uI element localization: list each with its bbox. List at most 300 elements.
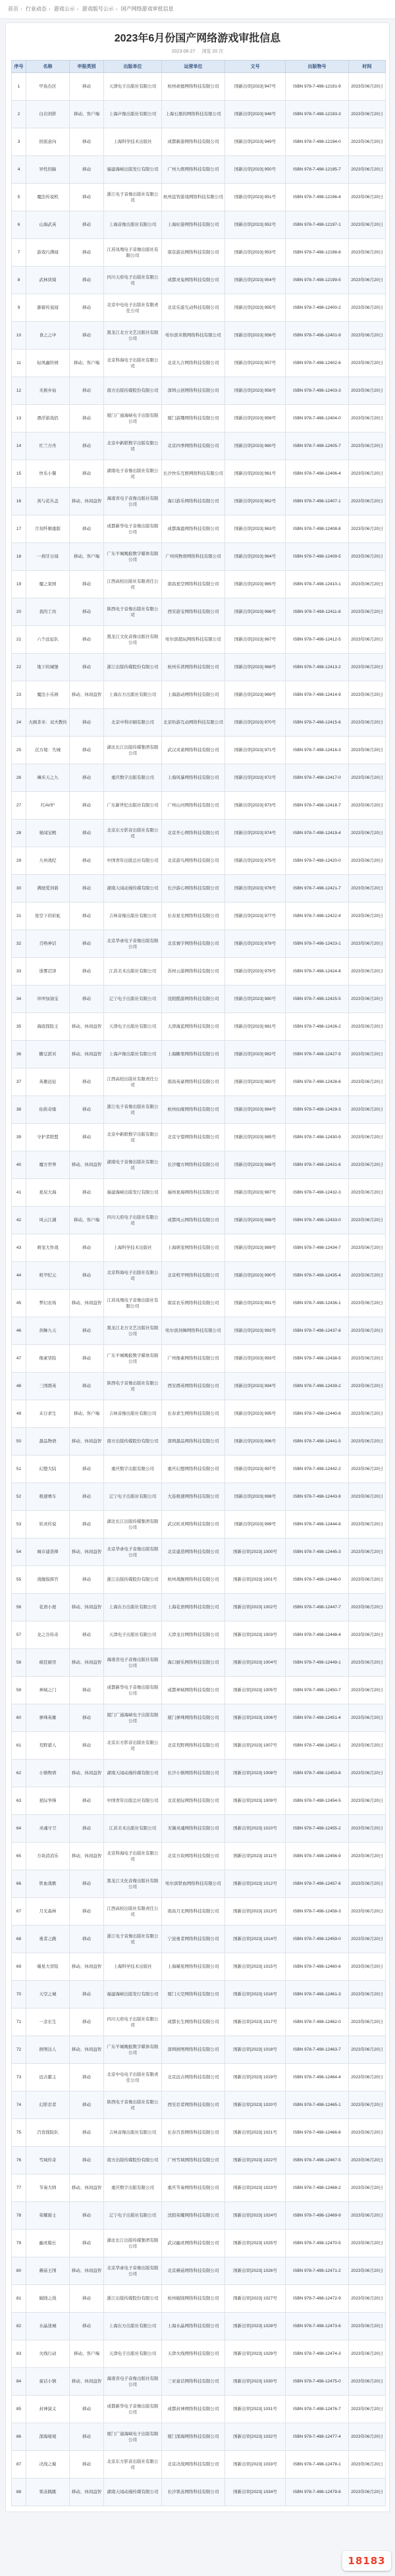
- cell-game-name: 一刹牙日闻: [26, 543, 70, 571]
- cell-isbn: ISBN 978-7-498-12193-3: [286, 101, 349, 128]
- cell-publisher: 广东羊城晚报数字媒体有限公司: [104, 1345, 162, 1373]
- table-body: [12, 73, 386, 2506]
- cell-operator: 成都海盈网络科技有限公司: [162, 515, 225, 543]
- cell-approval-number: 国新出审[2023] 992号: [225, 1317, 286, 1345]
- cell-date: 2023年06月20日: [349, 1068, 386, 1096]
- cell-publisher: 四川天府电子出版社有限公司: [104, 1207, 162, 1234]
- cell-category: 移动: [70, 1732, 104, 1760]
- cell-operator: 广州山河网络科技有限公司: [162, 792, 225, 820]
- cell-operator: 天津海蓝网络科技有限公司: [162, 1013, 225, 1041]
- cell-date: 2023年06月20日: [349, 737, 386, 764]
- cell-operator: 海口游乐网络科技有限公司: [162, 488, 225, 515]
- cell-publisher: 北京华录电子音像出版有限公司: [104, 1538, 162, 1566]
- cell-publisher: 广东新世纪出版社有限公司: [104, 792, 162, 820]
- cell-approval-number: 国新出审[2023] 1017号: [225, 2009, 286, 2036]
- cell-category: 移动: [70, 515, 104, 543]
- cell-index: 80: [12, 2257, 26, 2285]
- cell-approval-number: 国新出审[2023] 1004号: [225, 1649, 286, 1677]
- cell-isbn: ISBN 978-7-498-12445-3: [286, 1538, 349, 1566]
- cell-publisher: 黑龙江北方文艺出版社有限公司: [104, 322, 162, 350]
- cell-publisher: 天津电子出版社有限公司: [104, 1013, 162, 1041]
- cell-operator: 哈尔滨米数网络科技有限公司: [162, 322, 225, 350]
- cell-isbn: ISBN 978-7-498-12196-4: [286, 184, 349, 211]
- cell-publisher: 陕西电子音像出版社有限公司: [104, 1373, 162, 1400]
- cell-game-name: 水晶迷城: [26, 2313, 70, 2340]
- cell-index: 6: [12, 211, 26, 239]
- cell-operator: 成都新游网络科技有限公司: [162, 128, 225, 156]
- breadcrumb-home[interactable]: 首页: [8, 6, 18, 12]
- cell-publisher: 上海东方出版社有限公司: [104, 1594, 162, 1621]
- site-logo-watermark: [342, 2551, 391, 2571]
- cell-category: 移动: [70, 1124, 104, 1151]
- table-row: [12, 764, 386, 792]
- cell-index: 57: [12, 1621, 26, 1649]
- cell-game-name: 龙之谷传奇: [26, 1621, 70, 1649]
- table-row: [12, 377, 386, 405]
- cell-category: 移动、休闲益智: [70, 488, 104, 515]
- cell-approval-number: 国新出审[2023] 1026号: [225, 2257, 286, 2285]
- cell-date: 2023年06月20日: [349, 1538, 386, 1566]
- cell-category: 移动: [70, 1373, 104, 1400]
- cell-publisher: 上海声像出版社有限公司: [104, 1041, 162, 1068]
- cell-publisher: 黑龙江文化音像出版社有限公司: [104, 1870, 162, 1898]
- cell-category: 移动、休闲益智: [70, 2257, 104, 2285]
- cell-publisher: 北京中新联数字出版有限公司: [104, 1124, 162, 1151]
- cell-category: 移动: [70, 1456, 104, 1483]
- cell-index: 75: [12, 2119, 26, 2147]
- cell-approval-number: 国新出审[2023] 956号: [225, 322, 286, 350]
- cell-date: 2023年06月20日: [349, 2091, 386, 2119]
- cell-date: 2023年06月20日: [349, 2230, 386, 2257]
- cell-index: 67: [12, 1898, 26, 1926]
- cell-index: 46: [12, 1317, 26, 1345]
- cell-isbn: ISBN 978-7-498-12459-0: [286, 1926, 349, 1953]
- cell-date: 2023年06月20日: [349, 1815, 386, 1843]
- cell-isbn: ISBN 978-7-498-12401-9: [286, 322, 349, 350]
- cell-date: 2023年06月20日: [349, 2340, 386, 2368]
- cell-isbn: ISBN 978-7-498-12452-1: [286, 1732, 349, 1760]
- cell-isbn: ISBN 978-7-498-12198-8: [286, 239, 349, 267]
- cell-approval-number: 国新出审[2023] 972号: [225, 764, 286, 792]
- cell-index: 14: [12, 433, 26, 460]
- cell-approval-number: 国新出审[2023] 985号: [225, 1124, 286, 1151]
- cell-category: 移动、休闲益智: [70, 681, 104, 709]
- cell-game-name: 沉方境：失城: [26, 737, 70, 764]
- cell-isbn: ISBN 978-7-498-12476-7: [286, 2396, 349, 2423]
- cell-date: 2023年06月20日: [349, 875, 386, 903]
- table-row: [12, 1096, 386, 1124]
- cell-approval-number: 国新出审[2023] 995号: [225, 1400, 286, 1428]
- table-row: [12, 1290, 386, 1317]
- table-row: [12, 1124, 386, 1151]
- cell-approval-number: 国新出审[2023] 982号: [225, 1041, 286, 1068]
- cell-approval-number: 国新出审[2023] 1028号: [225, 2313, 286, 2340]
- cell-publisher: 辽宁电子出版社有限公司: [104, 1483, 162, 1511]
- cell-index: 42: [12, 1207, 26, 1234]
- cell-index: 51: [12, 1456, 26, 1483]
- cell-index: 84: [12, 2368, 26, 2396]
- cell-game-name: 节奏大师: [26, 2174, 70, 2202]
- cell-category: 移动: [70, 958, 104, 986]
- cell-approval-number: 国新出审[2023] 1024号: [225, 2202, 286, 2230]
- cell-category: 移动、休闲益智: [70, 1428, 104, 1456]
- cell-operator: 长沙小镇网络科技有限公司: [162, 1760, 225, 1787]
- cell-operator: 南京游达网络科技有限公司: [162, 239, 225, 267]
- cell-publisher: 北京中新联数字出版有限公司: [104, 433, 162, 460]
- cell-publisher: 南方出版传媒股份有限公司: [104, 1428, 162, 1456]
- table-row: [12, 1511, 386, 1538]
- cell-index: 40: [12, 1151, 26, 1179]
- cell-index: 50: [12, 1428, 26, 1456]
- cell-category: 移动: [70, 2313, 104, 2340]
- cell-game-name: 深海秘境: [26, 2423, 70, 2451]
- table-row: [12, 2340, 386, 2368]
- cell-isbn: ISBN 978-7-498-12400-2: [286, 294, 349, 322]
- cell-operator: 成都风云网络科技有限公司: [162, 1207, 225, 1234]
- cell-publisher: 南方出版传媒股份有限公司: [104, 2147, 162, 2174]
- cell-approval-number: 国新出审[2023] 984号: [225, 1096, 286, 1124]
- cell-game-name: 红AV炉: [26, 792, 70, 820]
- cell-approval-number: 国新出审[2023] 989号: [225, 1234, 286, 1262]
- cell-approval-number: 国新出审[2023] 1011号: [225, 1843, 286, 1870]
- cell-isbn: ISBN 978-7-498-12424-8: [286, 958, 349, 986]
- breadcrumb-item[interactable]: 游戏版号公示: [82, 6, 114, 12]
- cell-operator: 广州九娱网络科技有限公司: [162, 156, 225, 184]
- column-header: 申报类别: [70, 61, 104, 73]
- cell-approval-number: 国新出审[2023] 1005号: [225, 1677, 286, 1704]
- table-row: [12, 322, 386, 350]
- cell-operator: 西安游宝网络科技有限公司: [162, 598, 225, 626]
- table-row: [12, 930, 386, 958]
- cell-game-name: 红兰方舟: [26, 433, 70, 460]
- cell-publisher: 湖南天闻动漫传媒有限公司: [104, 2479, 162, 2506]
- cell-game-name: 城市建造师: [26, 1538, 70, 1566]
- cell-operator: 长春百兽网络科技有限公司: [162, 2119, 225, 2147]
- cell-game-name: 破晓之战: [26, 2285, 70, 2313]
- cell-publisher: 上海科学技术出版社: [104, 1953, 162, 1981]
- cell-isbn: ISBN 978-7-498-12466-8: [286, 2119, 349, 2147]
- cell-category: 移动: [70, 1566, 104, 1594]
- cell-game-name: 风云江湖: [26, 1207, 70, 1234]
- cell-publisher: 吉林音像出版社有限公司: [104, 2119, 162, 2147]
- cell-category: 移动: [70, 2230, 104, 2257]
- cell-operator: 南昌星空网络科技有限公司: [162, 571, 225, 598]
- cell-date: 2023年06月20日: [349, 1511, 386, 1538]
- cell-game-name: 冲冲加油宝: [26, 986, 70, 1013]
- cell-date: 2023年06月20日: [349, 571, 386, 598]
- cell-category: 移动: [70, 1345, 104, 1373]
- cell-approval-number: 国新出审[2023] 990号: [225, 1262, 286, 1290]
- cell-isbn: ISBN 978-7-498-12411-8: [286, 598, 349, 626]
- cell-category: 移动、休闲益智: [70, 2174, 104, 2202]
- cell-date: 2023年06月20日: [349, 2368, 386, 2396]
- cell-category: 移动: [70, 239, 104, 267]
- table-row: [12, 903, 386, 930]
- cell-approval-number: 国新出审[2023] 1030号: [225, 2368, 286, 2396]
- cell-operator: 西安忍者网络科技有限公司: [162, 2091, 225, 2119]
- cell-date: 2023年06月20日: [349, 2479, 386, 2506]
- cell-game-name: 魔之家园: [26, 571, 70, 598]
- cell-operator: 广州雪域网络科技有限公司: [162, 2147, 225, 2174]
- cell-operator: 成都封神网络科技有限公司: [162, 2396, 225, 2423]
- table-row: [12, 1013, 386, 1041]
- cell-index: 3: [12, 128, 26, 156]
- cell-category: 移动: [70, 377, 104, 405]
- cell-game-name: 白岩剑影: [26, 101, 70, 128]
- cell-game-name: 食之之中: [26, 322, 70, 350]
- cell-publisher: 上海声像出版社有限公司: [104, 101, 162, 128]
- cell-publisher: 海南省电子音像出版社有限公司: [104, 488, 162, 515]
- cell-approval-number: 国新出审[2023] 971号: [225, 737, 286, 764]
- cell-game-name: 我的工坊: [26, 598, 70, 626]
- cell-approval-number: 国新出审[2023] 962号: [225, 488, 286, 515]
- cell-date: 2023年06月20日: [349, 1428, 386, 1456]
- cell-isbn: ISBN 978-7-498-12414-9: [286, 681, 349, 709]
- cell-approval-number: 国新出审[2023] 1025号: [225, 2230, 286, 2257]
- cell-game-name: 弹珠英雄: [26, 1704, 70, 1732]
- cell-category: 移动: [70, 820, 104, 847]
- cell-publisher: 成都新华电子音像出版有限公司: [104, 1677, 162, 1704]
- cell-publisher: 厦门广通海峡电子出版有限公司: [104, 1704, 162, 1732]
- cell-game-name: 机甲纪元: [26, 1262, 70, 1290]
- cell-isbn: ISBN 978-7-498-12448-4: [286, 1621, 349, 1649]
- cell-publisher: 湖南电子音像出版社有限公司: [104, 460, 162, 488]
- cell-date: 2023年06月20日: [349, 1317, 386, 1345]
- cell-date: 2023年06月20日: [349, 1843, 386, 1870]
- table-row: [12, 1151, 386, 1179]
- cell-approval-number: 国新出审[2023] 1002号: [225, 1594, 286, 1621]
- cell-approval-number: 国新出审[2023] 1022号: [225, 2147, 286, 2174]
- cell-approval-number: 国新出审[2023] 1009号: [225, 1787, 286, 1815]
- cell-operator: 海口厨乐网络科技有限公司: [162, 1649, 225, 1677]
- cell-game-name: 幻影忍者: [26, 2091, 70, 2119]
- cell-game-name: 魔法小乐园: [26, 681, 70, 709]
- cell-operator: 深圳云创网络科技有限公司: [162, 377, 225, 405]
- cell-date: 2023年06月20日: [349, 2257, 386, 2285]
- cell-operator: 北京蘑菇网络科技有限公司: [162, 2257, 225, 2285]
- table-row: [12, 2119, 386, 2147]
- cell-operator: 北京寰宇网络科技有限公司: [162, 930, 225, 958]
- cell-publisher: 吉林音像出版社有限公司: [104, 1400, 162, 1428]
- cell-approval-number: 国新出审[2023] 987号: [225, 1179, 286, 1207]
- breadcrumb-item[interactable]: 游戏公示: [53, 6, 75, 12]
- cell-publisher: 黑龙江北方文艺出版社有限公司: [104, 1317, 162, 1345]
- table-row: [12, 2423, 386, 2451]
- cell-publisher: 江苏美术出版社有限公司: [104, 958, 162, 986]
- cell-operator: 深圳甜品网络科技有限公司: [162, 1428, 225, 1456]
- table-row: [12, 1981, 386, 2009]
- cell-game-name: 战舰指挥官: [26, 1566, 70, 1594]
- cell-index: 86: [12, 2423, 26, 2451]
- cell-category: 移动: [70, 709, 104, 737]
- table-row: [12, 792, 386, 820]
- cell-publisher: 北京科海电子出版社有限公司: [104, 350, 162, 377]
- table-row: [12, 737, 386, 764]
- cell-approval-number: 国新出审[2023] 947号: [225, 73, 286, 101]
- cell-game-name: 迷雾沼泽: [26, 958, 70, 986]
- cell-date: 2023年06月20日: [349, 211, 386, 239]
- cell-index: 31: [12, 903, 26, 930]
- cell-date: 2023年06月20日: [349, 1953, 386, 1981]
- cell-publisher: 中国青年出版总社有限公司: [104, 1787, 162, 1815]
- cell-isbn: ISBN 978-7-498-12428-6: [286, 1068, 349, 1096]
- cell-category: 移动: [70, 1704, 104, 1732]
- cell-index: 49: [12, 1400, 26, 1428]
- cell-category: 移动: [70, 2147, 104, 2174]
- cell-approval-number: 国新出审[2023] 1000号: [225, 1538, 286, 1566]
- cell-index: 22: [12, 654, 26, 681]
- cell-date: 2023年06月20日: [349, 986, 386, 1013]
- cell-game-name: 异性的脑: [26, 156, 70, 184]
- cell-publisher: 北京科海电子出版社有限公司: [104, 1262, 162, 1290]
- cell-isbn: ISBN 978-7-498-12435-4: [286, 1262, 349, 1290]
- cell-date: 2023年06月20日: [349, 1345, 386, 1373]
- cell-isbn: ISBN 978-7-498-12403-3: [286, 377, 349, 405]
- cell-isbn: ISBN 978-7-498-12449-1: [286, 1649, 349, 1677]
- cell-publisher: 上海科学技术出版社: [104, 1234, 162, 1262]
- cell-category: 移动、休闲益智: [70, 1760, 104, 1787]
- breadcrumb-item[interactable]: 行业动态: [25, 6, 47, 12]
- cell-date: 2023年06月20日: [349, 792, 386, 820]
- table-row: [12, 1483, 386, 1511]
- cell-operator: 重庆幻想网络科技有限公司: [162, 1456, 225, 1483]
- cell-approval-number: 国新出审[2023] 961号: [225, 460, 286, 488]
- cell-index: 44: [12, 1262, 26, 1290]
- cell-date: 2023年06月20日: [349, 2451, 386, 2479]
- cell-isbn: ISBN 978-7-498-12417-0: [286, 764, 349, 792]
- table-row: [12, 1373, 386, 1400]
- cell-isbn: ISBN 978-7-498-12450-7: [286, 1677, 349, 1704]
- cell-index: 47: [12, 1345, 26, 1373]
- cell-approval-number: 国新出审[2023] 1016号: [225, 1981, 286, 2009]
- cell-index: 25: [12, 737, 26, 764]
- cell-publisher: 上海东方出版社有限公司: [104, 681, 162, 709]
- column-header: 名称: [26, 61, 70, 73]
- cell-date: 2023年06月20日: [349, 2202, 386, 2230]
- cell-isbn: ISBN 978-7-498-12199-5: [286, 267, 349, 294]
- cell-category: 移动、客户端: [70, 350, 104, 377]
- table-row: [12, 847, 386, 875]
- cell-publisher: 湖北长江出版传媒集团有限公司: [104, 2230, 162, 2257]
- cell-isbn: ISBN 978-7-498-12407-1: [286, 488, 349, 515]
- cell-game-name: 魔方世界: [26, 1151, 70, 1179]
- cell-game-name: 火线行动: [26, 2340, 70, 2368]
- cell-operator: 长沙游心网络科技有限公司: [162, 875, 225, 903]
- cell-game-name: 灵魂守卫: [26, 1815, 70, 1843]
- cell-date: 2023年06月20日: [349, 460, 386, 488]
- cell-operator: 成都灵兔网络科技有限公司: [162, 267, 225, 294]
- cell-date: 2023年06月20日: [349, 2174, 386, 2202]
- cell-approval-number: 国新出审[2023] 951号: [225, 184, 286, 211]
- cell-publisher: 成都新华电子音像出版有限公司: [104, 2396, 162, 2423]
- cell-index: 66: [12, 1870, 26, 1898]
- cell-operator: 深圳拼图网络科技有限公司: [162, 2036, 225, 2064]
- cell-approval-number: 国新出审[2023] 953号: [225, 239, 286, 267]
- cell-index: 87: [12, 2451, 26, 2479]
- cell-approval-number: 国新出审[2023] 958号: [225, 377, 286, 405]
- cell-game-name: 地下的城堡: [26, 654, 70, 681]
- cell-index: 62: [12, 1760, 26, 1787]
- cell-operator: 北京游鸟网络科技有限公司: [162, 847, 225, 875]
- cell-game-name: 山海武英: [26, 211, 70, 239]
- cell-game-name: 蘑菇王国: [26, 2257, 70, 2285]
- table-row: [12, 709, 386, 737]
- cell-index: 76: [12, 2147, 26, 2174]
- cell-category: 移动、休闲益智: [70, 1013, 104, 1041]
- cell-operator: 北京荒野网络科技有限公司: [162, 1732, 225, 1760]
- cell-isbn: ISBN 978-7-498-12431-6: [286, 1151, 349, 1179]
- cell-isbn: ISBN 978-7-498-12444-6: [286, 1511, 349, 1538]
- cell-operator: 哈尔滨铁血网络科技有限公司: [162, 1870, 225, 1898]
- cell-date: 2023年06月20日: [349, 2064, 386, 2091]
- cell-publisher: 辽宁电子出版社有限公司: [104, 986, 162, 1013]
- cell-category: 移动、客户端: [70, 543, 104, 571]
- cell-index: 19: [12, 571, 26, 598]
- cell-operator: 哈尔滨剑舞网络科技有限公司: [162, 1317, 225, 1345]
- cell-date: 2023年06月20日: [349, 1870, 386, 1898]
- cell-publisher: 湖北长江出版传媒集团有限公司: [104, 1511, 162, 1538]
- cell-index: 20: [12, 598, 26, 626]
- cell-approval-number: 国新出审[2023] 963号: [225, 515, 286, 543]
- cell-date: 2023年06月20日: [349, 1041, 386, 1068]
- table-row: [12, 1926, 386, 1953]
- table-row: [12, 2202, 386, 2230]
- cell-game-name: 妖灵传说: [26, 1511, 70, 1538]
- cell-game-name: 神域之门: [26, 1677, 70, 1704]
- cell-isbn: ISBN 978-7-498-12475-0: [286, 2368, 349, 2396]
- cell-game-name: 武林侠骑: [26, 267, 70, 294]
- cell-isbn: ISBN 978-7-498-12426-2: [286, 1013, 349, 1041]
- cell-category: 移动、休闲益智: [70, 1649, 104, 1677]
- cell-category: 移动: [70, 1981, 104, 2009]
- cell-date: 2023年06月20日: [349, 1096, 386, 1124]
- cell-publisher: 天津电子出版社有限公司: [104, 73, 162, 101]
- cell-category: 移动: [70, 405, 104, 433]
- cell-date: 2023年06月20日: [349, 267, 386, 294]
- cell-category: 移动: [70, 73, 104, 101]
- cell-category: 移动: [70, 1234, 104, 1262]
- cell-operator: 武汉灵雀网络科技有限公司: [162, 737, 225, 764]
- cell-isbn: ISBN 978-7-498-12412-5: [286, 626, 349, 654]
- cell-publisher: 江苏凤凰电子音像出版社有限公司: [104, 239, 162, 267]
- table-row: [12, 73, 386, 101]
- cell-approval-number: 国新出审[2023] 1012号: [225, 1870, 286, 1898]
- table-row: [12, 1262, 386, 1290]
- cell-isbn: ISBN 978-7-498-12472-9: [286, 2285, 349, 2313]
- cell-index: 37: [12, 1068, 26, 1096]
- cell-isbn: ISBN 978-7-498-12468-2: [286, 2174, 349, 2202]
- cell-index: 35: [12, 1013, 26, 1041]
- cell-date: 2023年06月20日: [349, 1483, 386, 1511]
- cell-date: 2023年06月20日: [349, 1373, 386, 1400]
- cell-index: 53: [12, 1511, 26, 1538]
- cell-date: 2023年06月20日: [349, 1013, 386, 1041]
- cell-category: 移动、休闲益智: [70, 2479, 104, 2506]
- cell-publisher: 北京中电电子出版社有限责任公司: [104, 2064, 162, 2091]
- cell-game-name: 萌宠大作战: [26, 1234, 70, 1262]
- cell-approval-number: 国新出审[2023] 957号: [225, 350, 286, 377]
- cell-publisher: 江苏凤凰电子音像出版社有限公司: [104, 1290, 162, 1317]
- cell-operator: 上海萌宠网络科技有限公司: [162, 1234, 225, 1262]
- cell-index: 34: [12, 986, 26, 1013]
- cell-category: 移动: [70, 903, 104, 930]
- cell-game-name: 琳米天之九: [26, 764, 70, 792]
- cell-index: 83: [12, 2340, 26, 2368]
- cell-approval-number: 国新出审[2023] 1021号: [225, 2119, 286, 2147]
- cell-publisher: 江西高校出版社有限责任公司: [104, 1898, 162, 1926]
- cell-publisher: 四川天府电子出版社有限公司: [104, 267, 162, 294]
- cell-approval-number: 国新出审[2023] 949号: [225, 128, 286, 156]
